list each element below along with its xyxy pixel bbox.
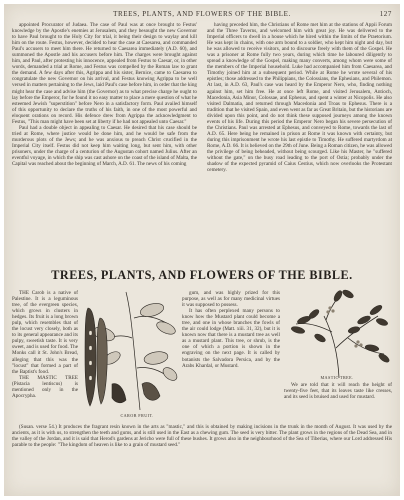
lower-right-column: [284, 382, 392, 422]
paragraph: having preceded him, the Christians of Rome met him at the stations of Appii Forum and the Three Taverns, and welcomed him with great joy. He was delivered to the Imperial officers to dwell in a house which he hired within the limits of the Praetorium. He was kept in chains, with one arm bound to a soldier, who kept him night and day, but he was allowed to receive visitors, and to discourse freely with them of the Gospel. He was a prisoner at Rome fully two years, during which time he laboured diligently to spread a knowledge of the Gospel, making many converts, among whom were some of the members of the Imperial household. Luke had accompanied him from Caesarea, and Timothy joined him at a subsequent period. While at Rome he wrote several of his epistles; those addressed to the Philippians, the Colossians, the Ephesians, and Philemon. At last, in A.D. 63, Paul's case was heard by the Emperor Nero, who, finding nothing against him, set him free. He at once left Rome, and visited Jerusalem, Antioch, Macedonia, Asia Minor, Colossae, and Ephesus, and spent a winter at Nicopolis. He also visited Dalmatia, and returned through Macedonia and Troas to Ephesus. There is a tradition that he visited Spain, and even went as far as Great Britain, but the historians are divided upon this point, and do not think these supposed journeys among the known events of his life. During this period the Emperor Nero began his severe persecution of the Christians. Paul was arrested at Ephesus, and conveyed to Rome, towards the last of A.D. 65. Here being he remained in prison at Rome it was known with certainty, but during this imprisonment he wrote his last epistle to Timothy. He suffered martyrdom at Rome, A.D. 66. It is believed on the 29th of June. Being a Roman citizen, he was allowed the privilege of being beheaded, without being scourged. Like his Master, he "suffered without the gate," on the busy road leading to the port of Ostia; probably under the shadow of the expected pyramid of Caius Cestius, which now overlooks the Protestant cemetery.: [207, 22, 392, 174]
upper-text-columns: [12, 22, 392, 258]
mastic-tree-illustration: [284, 286, 394, 382]
paragraph: We are told that it will reach the height of twenty-five feet, that its leaves taste like cresses, and its seed is bruised and used for mustard.: [284, 382, 392, 401]
running-head-title: TREES, PLANTS, AND FLOWERS OF THE BIBLE.: [113, 10, 291, 18]
lower-left-column: [12, 290, 78, 422]
paragraph: Paul had a double object in appealing to Caesar. He desired that his case should be tried at Rome, where justice would be done him, and he would be safe from the murderous plots of the Jews; and he was anxious to preach Christ crucified in the Imperial City itself. Festus did not keep him waiting long, but sent him, with other prisoners, under the charge of a centurion of the Augustan cohort named Julius. After an eventful voyage, in which the ship was cast ashore on the coast of the island of Malta, the Capital was reached about the beginning of March, A.D. 61. The news of his coming: [12, 124, 197, 168]
running-head: [12, 10, 392, 18]
book-page: [4, 4, 400, 496]
carob-fruit-illustration: [82, 288, 178, 418]
lower-section: [12, 290, 392, 490]
paragraph: (Susan. verse 54.) It produces the fragrant resin known in the arts as "mastic," and this is obtained by making incisions in the trunk in the month of August. It was used by the ancients, as it is with us, to strengthen the teeth and gums, and is still used in the East as a chewing gum. The seed is very bitter. The plant grows in the regions of the Dead Sea, and in the valley of the Jordan, and it is said that Herod's gardens at Jericho were full of these bushes. It grows also in the neighbourhood of the Sea of Tiberias, where our Lord addressed His parable to the people: "The kingdom of heaven is like to a grain of mustard seed.": [12, 424, 392, 449]
paragraph: It has often perplexed many persons to know how the Mustard plant could become a tree, and one in whose branches the fowls of the air could lodge (Matt. xiii. 31, 32), but it is known now that there is a mustard tree as well as a mustard plant. This tree, or shrub, is the one of which a portion is shown in the engraving on the next page. It is called by botanists the Salvadora Persica, and by the Arabs Khardal, or Mustard.: [182, 308, 280, 369]
paragraph: THE Carob is a native of Palestine. It is a leguminous tree, of the evergreen species, which grows in clusters in hedges. Its fruit is a long brown pulp, which resembles that of the locust very closely, both as to its general appearance and its pulpy, sweetish taste. It is very sweet, and is used for food. The Monks call it St. John's Bread, alleging that this was the "locust" that formed a part of the Baptist's food.: [12, 290, 78, 375]
page-number: 127: [379, 10, 392, 18]
paragraph: THE MASTIC TREE (Pistacia lentiscus) is mentioned only in the Apocrypha.: [12, 374, 78, 399]
section-title: TREES, PLANTS, AND FLOWERS OF THE BIBLE.: [51, 268, 353, 282]
upper-left-column: [12, 22, 197, 258]
lower-bottom-text: [12, 424, 392, 486]
lower-middle-column: [182, 290, 280, 422]
paragraph: gum, and was highly prized for this purpose, as well as for many medicinal virtues it was supposed to possess.: [182, 290, 280, 309]
upper-right-column: [207, 22, 392, 258]
paragraph: appointed Procurator of Judaea. The case of Paul was at once brought to Festus' knowledge by the Apostle's enemies at Jerusalem, and they besought the new Governor to have Paul brought to the Holy City for trial, it being their design to waylay and kill him on the route. Festus, however, decided to hear the case at Caesarea, and commanded Paul's accusers to meet him there. He returned to Caesarea immediately (A.D. 60), and summoned the Apostle and his accusers before him. The charges were brought against him, and Paul, after protesting his innocence, appealed from Festus to Caesar, or, in other words, demanded a trial at Rome, and Festus was compelled by the Roman law to grant the demand. A few days after this, Agrippa and his sister, Bernice, came to Caesarea to congratulate the new Governor on his arrival, and Festus knowing Agrippa to be well versed in matters pertaining to the Jews, laid Paul's case before him, in order that the king might hear the case and advise him (the Governor) as to what precise charge he ought to lay before the Emperor, for he found it no easy matter to place a mere question of what he esteemed Jewish "superstition" before Nero in a satisfactory form. Paul availed himself of this opportunity to declare the truths of his faith, in one of the most powerful and eloquent orations on record. His defence drew from Agrippa the acknowledgment to Festus, "This man might have been set at liberty if he had not appealed unto Caesar.": [12, 22, 197, 125]
mastic-caption: MASTIC TREE.: [320, 375, 354, 380]
carob-caption: CAROB FRUIT.: [120, 413, 154, 418]
